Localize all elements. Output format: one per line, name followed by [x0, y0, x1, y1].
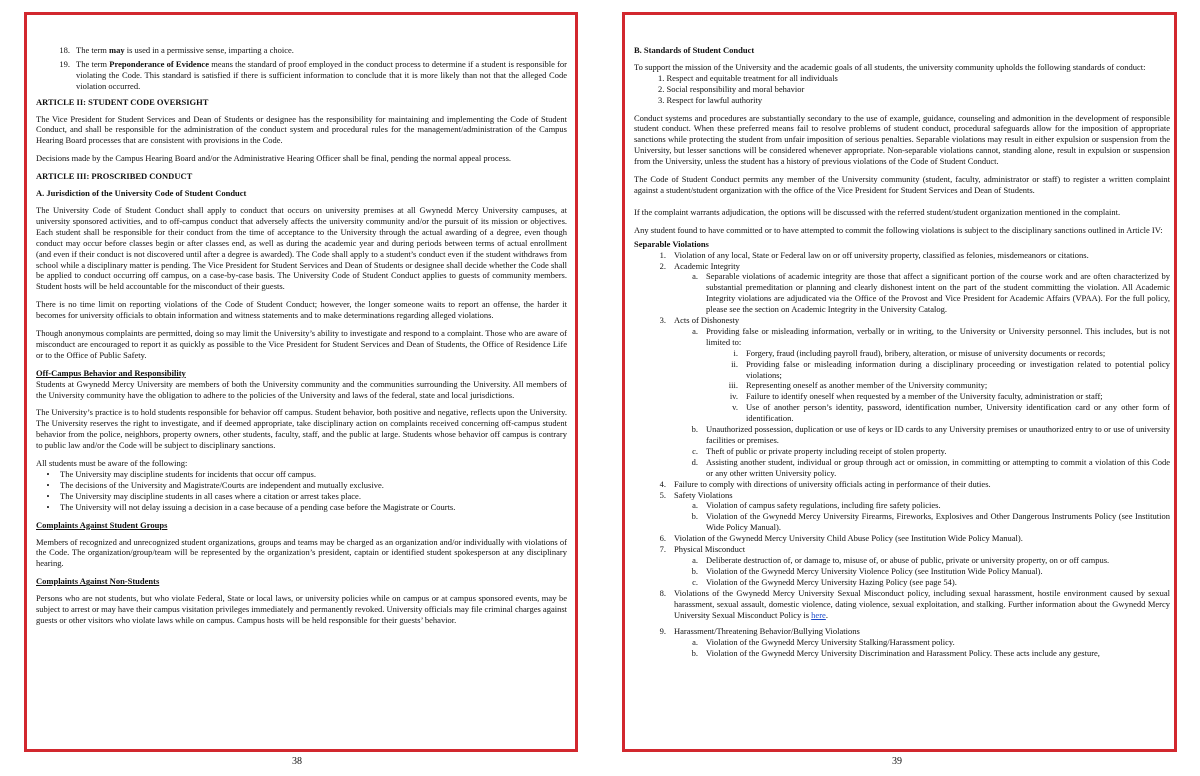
list-item: 1. Respect and equitable treatment for all individuals	[658, 72, 838, 83]
student-groups-heading: Complaints Against Student Groups	[36, 519, 168, 530]
list-item: 3. Acts of Dishonesty	[659, 315, 740, 326]
list-item: iii. Representing oneself as another member of the University community;	[728, 380, 988, 391]
definitions-list	[36, 45, 567, 92]
paragraph: If the complaint warrants adjudication, the options will be discussed with the referred student/student organization mentioned in the complaint.	[634, 206, 1121, 217]
non-students-heading: Complaints Against Non-Students	[36, 576, 160, 587]
paragraph: Persons who are not students, but who violate Federal, State or local laws, or university policies while on campus or at campus sponsored events, may be subject to arrest or may have their campus visitation privileges immediately and permanently revoked. University officials may file criminal charges against guests or other visitors who violate laws while on campus. Campus hosts will be held responsible for their guests’ behavior.	[36, 593, 568, 625]
standards-list	[634, 73, 1170, 106]
list-item: v. Use of another person’s identity, password, identification number, University identification card or any other form of identification.	[732, 402, 1170, 424]
list-item: ii. Providing false or misleading information during a disciplinary proceeding or investigation related to potential policy violations;	[731, 358, 1170, 380]
list-item: • The University may discipline students in all cases where a citation or arrest takes place.	[36, 491, 567, 502]
list-item: b. Violation of the Gwynedd Mercy University Discrimination and Harassment Policy. These acts include any gesture,	[691, 648, 1100, 659]
standards-heading: B. Standards of Student Conduct	[634, 45, 755, 55]
paragraph: The University Code of Student Conduct shall apply to conduct that occurs on university premises at all Gwynedd Mercy University campuses, at university sponsored activities, and to off-campus conduct that adversely affects the university community and/or the pursuit of its mission or objectives. Each student shall be responsible for their conduct from the time of acceptance to the University through the actual awarding of a degree, even though conduct may occur before classes begin or after classes end, as well as during the academic year and during periods between terms of actual enrollment (and even if their conduct is not discovered until after a degree is awarded). The Code shall apply to a student’s conduct even if the student withdraws from school while a disciplinary matter is pending. The Vice President for Student Services and Dean of Students or designee shall decide whether the Code shall be applied to conduct occurring off campus, on a case-by-case basis. The University Code of Student Conduct applies to guests of community members. Student hosts will be held accountable for the misconduct of their guests.	[36, 204, 568, 292]
list-item: • The decisions of the University and Magistrate/Courts are independent and mutually exclusive.	[36, 480, 567, 491]
article-3-heading: ARTICLE III: PROSCRIBED CONDUCT	[36, 171, 193, 182]
list-item: 3. Respect for lawful authority	[658, 94, 763, 105]
bullet-icon: •	[46, 479, 50, 490]
list-item: 1. Violation of any local, State or Federal law on or off university property, classified as felonies, misdemeanors or citations.	[659, 249, 1089, 260]
list-item: b. Unauthorized possession, duplication or use of keys or ID cards to any University premises or unauthorized entry to or use of university facilities or premises.	[691, 424, 1170, 445]
bullet-icon: •	[46, 469, 50, 479]
list-item: 19. The term Preponderance of Evidence means the standard of proof employed in the conduct process to determine if a student is responsible for violating the Code. This standard is satisfied if there is sufficient information to conclude that it is more likely than not that the alleged Code violation occurred.	[59, 58, 568, 91]
list-item: d. Assisting another student, individual or group through act or omission, in committing or attempting to commit a violation of this Code or any other written University policy.	[691, 456, 1170, 478]
paragraph: All students must be aware of the following:	[36, 458, 188, 469]
list-item: c. Violation of the Gwynedd Mercy University Hazing Policy (see page 54).	[692, 576, 957, 587]
article-2-heading: ARTICLE II: STUDENT CODE OVERSIGHT	[36, 96, 209, 107]
paragraph: There is no time limit on reporting violations of the Code of Student Conduct; however, the longer someone waits to report an offense, the harder it becomes for university officials to obtain information and witness statements and to make determinations regarding alleged violations.	[36, 299, 567, 321]
list-item: b. Violation of the Gwynedd Mercy University Firearms, Fireworks, Explosives and Other Dangerous Instruments Policy (see Institution Wide Policy Manual).	[691, 511, 1170, 533]
list-item: 2. Academic Integrity	[659, 260, 740, 271]
paragraph: Members of recognized and unrecognized student organizations, groups and teams may be charged as an organization and/or individually with violations of the Code. The organization/group/team will be represented by the organization’s president, captain or identified student spokesperson at any disciplinary hearing.	[36, 536, 567, 569]
paragraph: Any student found to have committed or to have attempted to commit the following violations is subject to the disciplinary sanctions outlined in Article IV:	[634, 224, 1163, 235]
list-item: a. Separable violations of academic integrity are those that affect a significant portion of the course work and are often characterized by substantial premeditation or planning and clearly dishonest intent on the part of the student committing the violation. All Academic Integrity violations are adjudicated via the Office of the Provost and Vice President for Academic Affairs (VPAA). For the full policy, please see the section on Academic Integrity in the University Catalog.	[692, 271, 1170, 315]
paragraph: To support the mission of the University and the academic goals of all students, the university community upholds the following standards of conduct:	[634, 61, 1146, 72]
paragraph: Conduct systems and procedures are substantially secondary to the use of example, guidance, counseling and admonition in the development of responsible student conduct. When these preferred means fail to resolve problems of student conduct, procedural safeguards allow for the imposition of appropriate sanctions while protecting the student from unfair imposition of serious penalties. Separable violations may result in either expulsion or suspension from the University, but lesser sanctions will be considered whenever appropriate. Non-separable violations cannot, standing alone, result in expulsion or suspension from the University, unless the student has a history of previous violations of the Code of Student Conduct.	[634, 112, 1170, 167]
list-item: b. Violation of the Gwynedd Mercy University Violence Policy (see Institution Wide Policy Manual).	[691, 565, 1043, 576]
jurisdiction-heading: A. Jurisdiction of the University Code of Student Conduct	[36, 188, 247, 199]
list-item: 5. Safety Violations	[659, 489, 733, 500]
list-item: • The University will not delay issuing a decision in a case because of a pending case before the Magistrate or Courts.	[36, 502, 567, 513]
list-item: a. Violation of the Gwynedd Mercy University Stalking/Harassment policy.	[692, 637, 955, 648]
list-item: 4. Failure to comply with directions of university officials acting in performance of their duties.	[659, 478, 991, 489]
separable-violations-heading: Separable Violations	[634, 238, 709, 249]
list-item: 2. Social responsibility and moral behavior	[658, 83, 805, 94]
bullet-list	[36, 469, 567, 513]
bullet-icon: •	[46, 501, 50, 512]
page-number: 39	[892, 756, 902, 767]
list-item: a. Deliberate destruction of, or damage to, misuse of, or abuse of public, private or university property, on or off campus.	[692, 554, 1110, 565]
off-campus-heading: Off-Campus Behavior and Responsibility	[36, 367, 186, 378]
left-page	[24, 12, 578, 752]
list-item: 8. Violations of the Gwynedd Mercy University Sexual Misconduct policy, including sexual harassment, hostile environment caused by sexual harassment, sexual assault, domestic violence, dating violence, sexual exploitation, and stalking. Further information about the Gwynedd Mercy University Sexual Misconduct Policy is here.	[659, 587, 1170, 620]
list-item: c. Theft of public or private property including receipt of stolen property.	[692, 445, 947, 456]
list-item: i. Forgery, fraud (including payroll fraud), bribery, alteration, or misuse of university documents or records;	[733, 347, 1106, 358]
page-number: 38	[292, 756, 302, 767]
paragraph: The University’s practice is to hold students responsible for behavior off campus. Student behavior, both positive and negative, reflects upon the University. The University reserves the right to investigate, and if deemed appropriate, take disciplinary action on complaints received concerning off-campus student behavior from the police, neighbors, property owners, other students, faculty, staff, and the public at large. Students whose behavior off campus is contrary to public law and/or the Code will be subject to disciplinary sanctions.	[36, 407, 567, 451]
list-item: a. Violation of campus safety regulations, including fire safety policies.	[692, 500, 941, 511]
paragraph: Decisions made by the Campus Hearing Board and/or the Administrative Hearing Officer shall be final, pending the normal appeal process.	[36, 153, 511, 164]
paragraph: The Code of Student Conduct permits any member of the University community (student, faculty, administrator or staff) to register a written complaint against a student/student organization with the office of the Vice President for Student Services and Dean of Students.	[634, 174, 1170, 195]
list-item: 9. Harassment/Threatening Behavior/Bullying Violations	[659, 626, 860, 637]
list-item: • The University may discipline students for incidents that occur off campus.	[36, 469, 567, 480]
paragraph: Though anonymous complaints are permitted, doing so may limit the University’s ability to investigate and respond to a complaint. Those who are aware of misconduct are encouraged to report it as quickly as possible to the Vice President for Student Services and Dean of Students, the Office of Residence Life or to the Office of Public Safety.	[36, 328, 567, 360]
list-item: 7. Physical Misconduct	[659, 544, 746, 555]
list-item: a. Providing false or misleading information, verbally or in writing, to the University or University personnel. This includes, but is not limited to:	[692, 325, 1170, 347]
paragraph: Students at Gwynedd Mercy University are members of both the University community and the communities surrounding the University. All members of the University community have the obligation to adhere to the policies of the University and laws of the federal, state and local jurisdictions.	[36, 378, 567, 400]
right-page	[622, 12, 1177, 752]
paragraph: The Vice President for Student Services and Dean of Students or designee has the responsibility for maintaining and implementing the Code of Student Conduct, and shall be responsible for the administration of the conduct system and procedural rules for the management/administration of the Campus Hearing Board processes that are consistent with provisions in the Code.	[36, 113, 567, 146]
list-item: 6. Violation of the Gwynedd Mercy University Child Abuse Policy (see Institution Wide Policy Manual).	[659, 533, 1023, 544]
bullet-icon: •	[46, 490, 50, 501]
list-item: iv. Failure to identify oneself when requested by a member of the University faculty, administration or staff;	[729, 391, 1103, 402]
violations-list	[634, 250, 1170, 660]
sexual-misconduct-policy-link[interactable]: here	[811, 609, 826, 620]
list-item: 18. The term may is used in a permissive sense, imparting a choice.	[59, 45, 294, 55]
